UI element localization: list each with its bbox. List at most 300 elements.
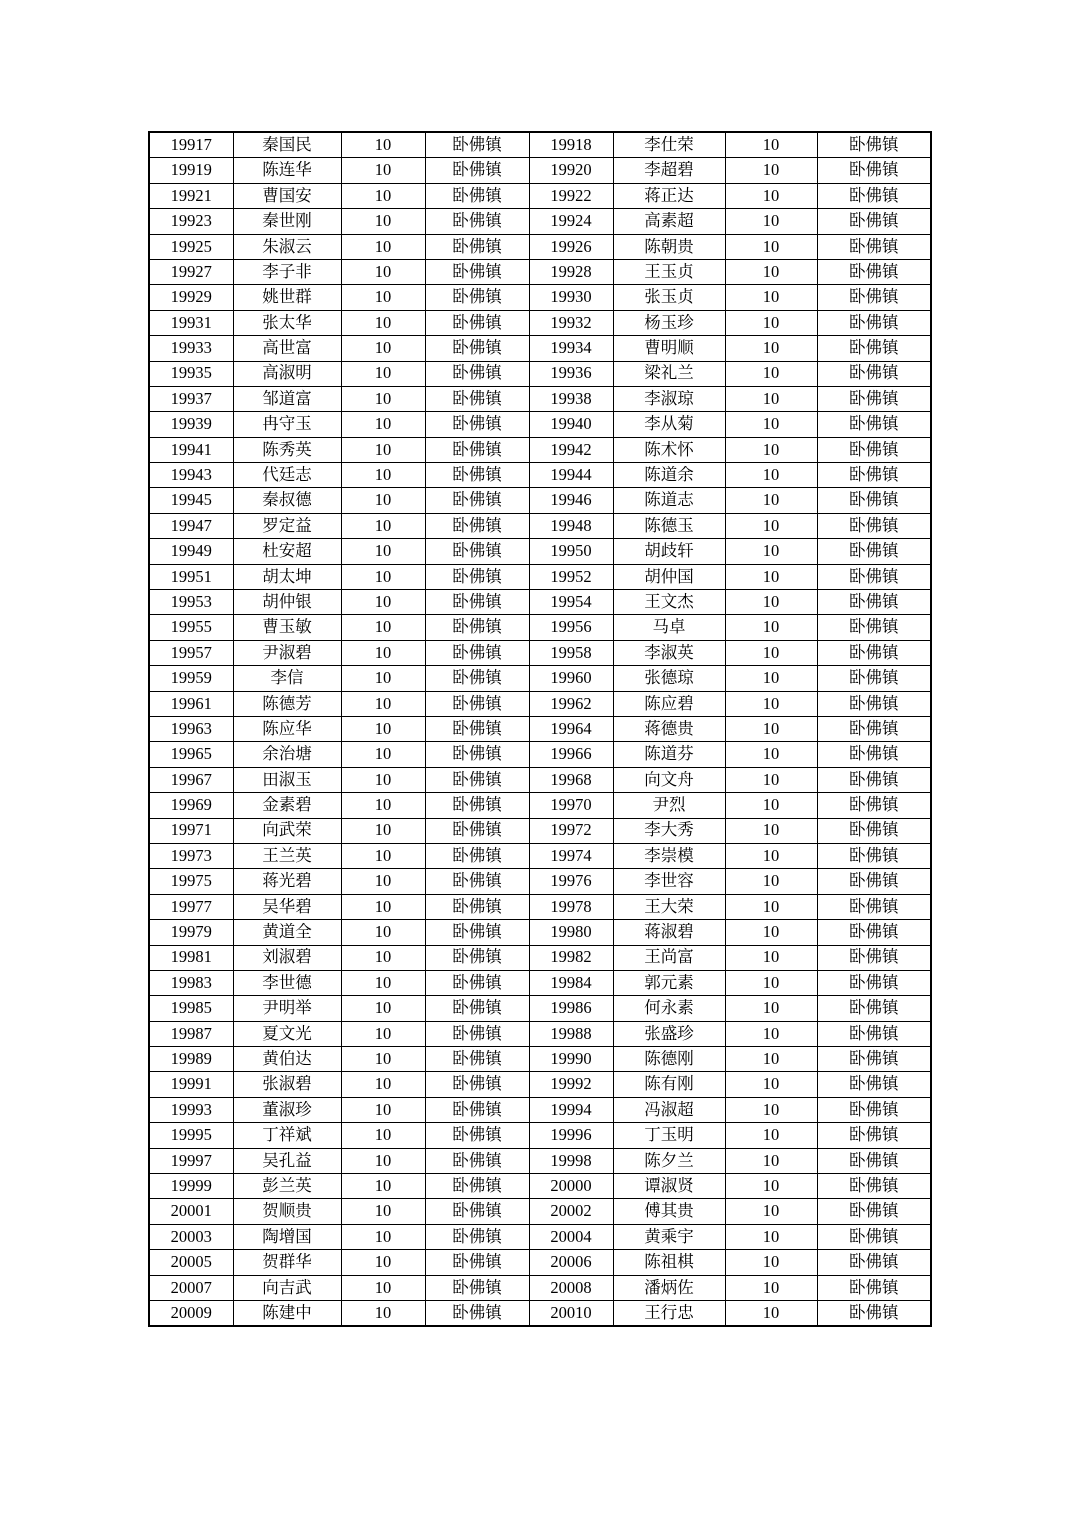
- cell-amount: 10: [341, 1047, 425, 1072]
- cell-seq: 20001: [149, 1199, 233, 1224]
- cell-amount: 10: [725, 716, 817, 741]
- cell-seq: 19937: [149, 386, 233, 411]
- cell-amount: 10: [725, 818, 817, 843]
- cell-town: 卧佛镇: [817, 843, 931, 868]
- table-row: [149, 386, 931, 411]
- cell-name: 秦国民: [233, 132, 341, 158]
- cell-town: 卧佛镇: [425, 691, 529, 716]
- cell-amount: 10: [725, 590, 817, 615]
- cell-seq: 19990: [529, 1047, 613, 1072]
- table-row: [149, 716, 931, 741]
- cell-name: 王兰英: [233, 843, 341, 868]
- table-row: [149, 742, 931, 767]
- cell-town: 卧佛镇: [817, 564, 931, 589]
- cell-amount: 10: [725, 183, 817, 208]
- cell-seq: 19986: [529, 996, 613, 1021]
- cell-name: 蒋德贵: [613, 716, 725, 741]
- cell-seq: 19966: [529, 742, 613, 767]
- cell-seq: 19975: [149, 869, 233, 894]
- cell-amount: 10: [341, 1199, 425, 1224]
- cell-town: 卧佛镇: [425, 970, 529, 995]
- cell-name: 冯淑超: [613, 1097, 725, 1122]
- cell-amount: 10: [341, 1148, 425, 1173]
- cell-town: 卧佛镇: [817, 970, 931, 995]
- cell-name: 代廷志: [233, 463, 341, 488]
- table-row: [149, 513, 931, 538]
- cell-town: 卧佛镇: [817, 386, 931, 411]
- cell-amount: 10: [341, 590, 425, 615]
- cell-name: 陈道志: [613, 488, 725, 513]
- cell-seq: 19920: [529, 158, 613, 183]
- table-row: [149, 1250, 931, 1275]
- cell-name: 张盛珍: [613, 1021, 725, 1046]
- cell-amount: 10: [341, 716, 425, 741]
- cell-amount: 10: [341, 234, 425, 259]
- cell-seq: 19988: [529, 1021, 613, 1046]
- cell-name: 陈道芬: [613, 742, 725, 767]
- table-row: [149, 539, 931, 564]
- cell-amount: 10: [341, 970, 425, 995]
- cell-town: 卧佛镇: [817, 869, 931, 894]
- table-row: [149, 996, 931, 1021]
- cell-amount: 10: [725, 539, 817, 564]
- roster-table: [148, 131, 932, 1327]
- cell-town: 卧佛镇: [817, 412, 931, 437]
- cell-seq: 19948: [529, 513, 613, 538]
- cell-name: 丁祥斌: [233, 1123, 341, 1148]
- cell-name: 彭兰英: [233, 1174, 341, 1199]
- cell-name: 李子非: [233, 259, 341, 284]
- cell-seq: 19977: [149, 894, 233, 919]
- table-row: [149, 970, 931, 995]
- cell-name: 梁礼兰: [613, 361, 725, 386]
- cell-amount: 10: [341, 1021, 425, 1046]
- cell-amount: 10: [341, 412, 425, 437]
- cell-name: 曹玉敏: [233, 615, 341, 640]
- cell-seq: 19991: [149, 1072, 233, 1097]
- cell-town: 卧佛镇: [425, 793, 529, 818]
- cell-name: 胡仲银: [233, 590, 341, 615]
- cell-name: 潘炳佐: [613, 1275, 725, 1300]
- cell-amount: 10: [725, 920, 817, 945]
- cell-amount: 10: [725, 1250, 817, 1275]
- cell-amount: 10: [725, 1123, 817, 1148]
- cell-amount: 10: [341, 285, 425, 310]
- cell-seq: 19962: [529, 691, 613, 716]
- cell-name: 王大荣: [613, 894, 725, 919]
- cell-seq: 19971: [149, 818, 233, 843]
- cell-name: 蒋正达: [613, 183, 725, 208]
- cell-town: 卧佛镇: [425, 716, 529, 741]
- cell-town: 卧佛镇: [425, 1047, 529, 1072]
- roster-body: [149, 132, 931, 1326]
- cell-name: 张玉贞: [613, 285, 725, 310]
- cell-town: 卧佛镇: [817, 691, 931, 716]
- cell-seq: 19959: [149, 666, 233, 691]
- table-row: [149, 818, 931, 843]
- cell-name: 姚世群: [233, 285, 341, 310]
- cell-seq: 19980: [529, 920, 613, 945]
- cell-seq: 19987: [149, 1021, 233, 1046]
- cell-name: 杜安超: [233, 539, 341, 564]
- cell-seq: 19989: [149, 1047, 233, 1072]
- cell-town: 卧佛镇: [817, 996, 931, 1021]
- cell-town: 卧佛镇: [425, 1123, 529, 1148]
- cell-amount: 10: [725, 843, 817, 868]
- table-row: [149, 666, 931, 691]
- cell-amount: 10: [725, 209, 817, 234]
- cell-name: 李世德: [233, 970, 341, 995]
- cell-name: 曹明顺: [613, 336, 725, 361]
- cell-name: 郭元素: [613, 970, 725, 995]
- cell-amount: 10: [725, 437, 817, 462]
- cell-amount: 10: [725, 158, 817, 183]
- cell-amount: 10: [725, 336, 817, 361]
- cell-name: 陈道余: [613, 463, 725, 488]
- cell-name: 张太华: [233, 310, 341, 335]
- cell-name: 吴孔益: [233, 1148, 341, 1173]
- cell-seq: 19997: [149, 1148, 233, 1173]
- cell-name: 尹明举: [233, 996, 341, 1021]
- cell-seq: 19927: [149, 259, 233, 284]
- cell-name: 何永素: [613, 996, 725, 1021]
- cell-seq: 20010: [529, 1300, 613, 1326]
- cell-town: 卧佛镇: [817, 716, 931, 741]
- cell-name: 董淑珍: [233, 1097, 341, 1122]
- cell-town: 卧佛镇: [425, 437, 529, 462]
- cell-name: 蒋光碧: [233, 869, 341, 894]
- cell-name: 马卓: [613, 615, 725, 640]
- table-row: [149, 615, 931, 640]
- cell-town: 卧佛镇: [817, 1250, 931, 1275]
- cell-name: 陈秀英: [233, 437, 341, 462]
- cell-name: 金素碧: [233, 793, 341, 818]
- cell-seq: 19992: [529, 1072, 613, 1097]
- cell-town: 卧佛镇: [425, 183, 529, 208]
- cell-seq: 19931: [149, 310, 233, 335]
- cell-town: 卧佛镇: [817, 1199, 931, 1224]
- cell-seq: 19967: [149, 767, 233, 792]
- cell-seq: 20005: [149, 1250, 233, 1275]
- cell-amount: 10: [341, 818, 425, 843]
- cell-name: 王玉贞: [613, 259, 725, 284]
- cell-town: 卧佛镇: [817, 488, 931, 513]
- cell-seq: 19996: [529, 1123, 613, 1148]
- cell-amount: 10: [725, 310, 817, 335]
- cell-amount: 10: [341, 869, 425, 894]
- cell-town: 卧佛镇: [425, 1097, 529, 1122]
- cell-town: 卧佛镇: [425, 1072, 529, 1097]
- cell-town: 卧佛镇: [425, 1224, 529, 1249]
- cell-amount: 10: [341, 920, 425, 945]
- cell-town: 卧佛镇: [817, 767, 931, 792]
- cell-amount: 10: [725, 615, 817, 640]
- table-row: [149, 1300, 931, 1326]
- cell-amount: 10: [725, 640, 817, 665]
- cell-amount: 10: [341, 437, 425, 462]
- table-row: [149, 843, 931, 868]
- cell-seq: 19984: [529, 970, 613, 995]
- cell-amount: 10: [341, 691, 425, 716]
- cell-town: 卧佛镇: [425, 310, 529, 335]
- cell-name: 秦叔德: [233, 488, 341, 513]
- cell-name: 李大秀: [613, 818, 725, 843]
- cell-amount: 10: [725, 1097, 817, 1122]
- cell-seq: 19952: [529, 564, 613, 589]
- cell-amount: 10: [341, 209, 425, 234]
- cell-name: 陈术怀: [613, 437, 725, 462]
- cell-amount: 10: [725, 1275, 817, 1300]
- cell-seq: 19970: [529, 793, 613, 818]
- cell-amount: 10: [725, 1224, 817, 1249]
- cell-town: 卧佛镇: [817, 259, 931, 284]
- cell-name: 李淑英: [613, 640, 725, 665]
- cell-seq: 19928: [529, 259, 613, 284]
- cell-name: 李淑琼: [613, 386, 725, 411]
- cell-town: 卧佛镇: [425, 386, 529, 411]
- cell-seq: 19924: [529, 209, 613, 234]
- cell-seq: 19950: [529, 539, 613, 564]
- cell-seq: 19998: [529, 1148, 613, 1173]
- table-row: [149, 920, 931, 945]
- cell-seq: 19929: [149, 285, 233, 310]
- cell-name: 曹国安: [233, 183, 341, 208]
- cell-amount: 10: [725, 894, 817, 919]
- cell-amount: 10: [725, 1148, 817, 1173]
- cell-amount: 10: [341, 463, 425, 488]
- cell-town: 卧佛镇: [817, 666, 931, 691]
- cell-seq: 19919: [149, 158, 233, 183]
- cell-town: 卧佛镇: [425, 132, 529, 158]
- cell-town: 卧佛镇: [817, 1275, 931, 1300]
- cell-amount: 10: [341, 1275, 425, 1300]
- cell-amount: 10: [341, 1174, 425, 1199]
- cell-seq: 19944: [529, 463, 613, 488]
- cell-town: 卧佛镇: [817, 742, 931, 767]
- cell-seq: 19969: [149, 793, 233, 818]
- cell-name: 冉守玉: [233, 412, 341, 437]
- cell-seq: 19973: [149, 843, 233, 868]
- cell-town: 卧佛镇: [425, 564, 529, 589]
- cell-name: 谭淑贤: [613, 1174, 725, 1199]
- cell-name: 高素超: [613, 209, 725, 234]
- cell-seq: 19965: [149, 742, 233, 767]
- cell-town: 卧佛镇: [817, 132, 931, 158]
- cell-name: 李信: [233, 666, 341, 691]
- cell-name: 尹烈: [613, 793, 725, 818]
- cell-seq: 19981: [149, 945, 233, 970]
- cell-town: 卧佛镇: [817, 310, 931, 335]
- cell-seq: 19945: [149, 488, 233, 513]
- cell-town: 卧佛镇: [425, 869, 529, 894]
- cell-seq: 19955: [149, 615, 233, 640]
- table-row: [149, 1275, 931, 1300]
- cell-amount: 10: [725, 793, 817, 818]
- cell-seq: 19953: [149, 590, 233, 615]
- cell-town: 卧佛镇: [425, 767, 529, 792]
- cell-amount: 10: [341, 1123, 425, 1148]
- table-row: [149, 361, 931, 386]
- table-row: [149, 209, 931, 234]
- cell-name: 吴华碧: [233, 894, 341, 919]
- cell-town: 卧佛镇: [425, 158, 529, 183]
- cell-name: 陈建中: [233, 1300, 341, 1326]
- cell-amount: 10: [341, 666, 425, 691]
- cell-amount: 10: [341, 1250, 425, 1275]
- table-row: [149, 488, 931, 513]
- cell-town: 卧佛镇: [817, 336, 931, 361]
- cell-name: 向文舟: [613, 767, 725, 792]
- cell-amount: 10: [341, 843, 425, 868]
- table-row: [149, 1072, 931, 1097]
- cell-seq: 19921: [149, 183, 233, 208]
- cell-amount: 10: [341, 539, 425, 564]
- cell-name: 向武荣: [233, 818, 341, 843]
- cell-seq: 20004: [529, 1224, 613, 1249]
- cell-seq: 20000: [529, 1174, 613, 1199]
- table-row: [149, 564, 931, 589]
- cell-town: 卧佛镇: [817, 640, 931, 665]
- table-row: [149, 767, 931, 792]
- cell-name: 黄乘宇: [613, 1224, 725, 1249]
- cell-amount: 10: [725, 386, 817, 411]
- cell-seq: 19979: [149, 920, 233, 945]
- cell-seq: 19947: [149, 513, 233, 538]
- cell-town: 卧佛镇: [425, 336, 529, 361]
- cell-seq: 19932: [529, 310, 613, 335]
- cell-town: 卧佛镇: [425, 234, 529, 259]
- cell-seq: 19922: [529, 183, 613, 208]
- table-row: [149, 234, 931, 259]
- cell-town: 卧佛镇: [425, 615, 529, 640]
- cell-seq: 19993: [149, 1097, 233, 1122]
- cell-town: 卧佛镇: [425, 590, 529, 615]
- cell-name: 黄伯达: [233, 1047, 341, 1072]
- cell-seq: 19923: [149, 209, 233, 234]
- cell-amount: 10: [341, 996, 425, 1021]
- cell-town: 卧佛镇: [425, 843, 529, 868]
- cell-town: 卧佛镇: [817, 463, 931, 488]
- cell-town: 卧佛镇: [425, 209, 529, 234]
- cell-amount: 10: [725, 691, 817, 716]
- cell-town: 卧佛镇: [817, 437, 931, 462]
- table-row: [149, 793, 931, 818]
- table-row: [149, 1047, 931, 1072]
- cell-name: 余治塘: [233, 742, 341, 767]
- cell-seq: 19954: [529, 590, 613, 615]
- cell-seq: 19961: [149, 691, 233, 716]
- cell-name: 向吉武: [233, 1275, 341, 1300]
- cell-amount: 10: [341, 361, 425, 386]
- cell-amount: 10: [341, 1072, 425, 1097]
- cell-seq: 19972: [529, 818, 613, 843]
- cell-town: 卧佛镇: [425, 361, 529, 386]
- cell-town: 卧佛镇: [817, 513, 931, 538]
- cell-amount: 10: [725, 488, 817, 513]
- cell-town: 卧佛镇: [425, 1148, 529, 1173]
- cell-amount: 10: [725, 412, 817, 437]
- cell-town: 卧佛镇: [425, 742, 529, 767]
- cell-amount: 10: [341, 742, 425, 767]
- cell-town: 卧佛镇: [425, 463, 529, 488]
- cell-town: 卧佛镇: [425, 1199, 529, 1224]
- cell-name: 高淑明: [233, 361, 341, 386]
- cell-seq: 20009: [149, 1300, 233, 1326]
- cell-seq: 20008: [529, 1275, 613, 1300]
- cell-amount: 10: [341, 183, 425, 208]
- cell-amount: 10: [725, 767, 817, 792]
- cell-name: 王行忠: [613, 1300, 725, 1326]
- cell-town: 卧佛镇: [425, 818, 529, 843]
- cell-town: 卧佛镇: [425, 1174, 529, 1199]
- cell-seq: 19933: [149, 336, 233, 361]
- cell-amount: 10: [725, 869, 817, 894]
- cell-amount: 10: [725, 945, 817, 970]
- table-row: [149, 894, 931, 919]
- cell-seq: 19960: [529, 666, 613, 691]
- cell-amount: 10: [341, 1097, 425, 1122]
- cell-amount: 10: [725, 132, 817, 158]
- cell-name: 高世富: [233, 336, 341, 361]
- table-row: [149, 1199, 931, 1224]
- cell-town: 卧佛镇: [817, 920, 931, 945]
- cell-name: 陈夕兰: [613, 1148, 725, 1173]
- cell-town: 卧佛镇: [425, 945, 529, 970]
- cell-name: 夏文光: [233, 1021, 341, 1046]
- cell-seq: 19926: [529, 234, 613, 259]
- table-row: [149, 945, 931, 970]
- cell-town: 卧佛镇: [425, 1300, 529, 1326]
- cell-name: 田淑玉: [233, 767, 341, 792]
- cell-name: 陶增国: [233, 1224, 341, 1249]
- cell-seq: 19999: [149, 1174, 233, 1199]
- cell-seq: 19930: [529, 285, 613, 310]
- cell-name: 邹道富: [233, 386, 341, 411]
- cell-town: 卧佛镇: [425, 539, 529, 564]
- cell-name: 陈连华: [233, 158, 341, 183]
- cell-seq: 19946: [529, 488, 613, 513]
- cell-amount: 10: [341, 615, 425, 640]
- cell-seq: 19941: [149, 437, 233, 462]
- cell-name: 张德琼: [613, 666, 725, 691]
- cell-seq: 19943: [149, 463, 233, 488]
- cell-name: 王尚富: [613, 945, 725, 970]
- cell-name: 陈祖棋: [613, 1250, 725, 1275]
- cell-amount: 10: [725, 285, 817, 310]
- cell-seq: 19957: [149, 640, 233, 665]
- cell-town: 卧佛镇: [817, 285, 931, 310]
- cell-town: 卧佛镇: [817, 945, 931, 970]
- table-row: [149, 691, 931, 716]
- cell-town: 卧佛镇: [817, 158, 931, 183]
- cell-name: 陈应碧: [613, 691, 725, 716]
- cell-town: 卧佛镇: [817, 361, 931, 386]
- cell-amount: 10: [725, 1174, 817, 1199]
- cell-seq: 19974: [529, 843, 613, 868]
- table-row: [149, 1097, 931, 1122]
- cell-name: 陈德玉: [613, 513, 725, 538]
- cell-town: 卧佛镇: [425, 1250, 529, 1275]
- table-row: [149, 1021, 931, 1046]
- cell-seq: 19968: [529, 767, 613, 792]
- cell-seq: 19936: [529, 361, 613, 386]
- cell-seq: 19938: [529, 386, 613, 411]
- cell-amount: 10: [341, 132, 425, 158]
- cell-town: 卧佛镇: [817, 1021, 931, 1046]
- cell-town: 卧佛镇: [425, 1275, 529, 1300]
- cell-town: 卧佛镇: [817, 234, 931, 259]
- table-row: [149, 336, 931, 361]
